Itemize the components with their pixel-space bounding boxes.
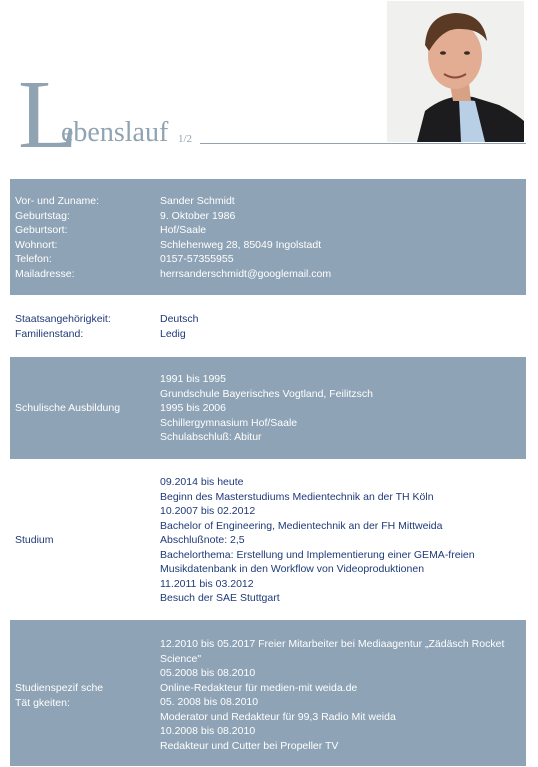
study-line: Besuch der SAE Stuttgart [160,592,280,604]
page-indicator: 1/2 [178,133,193,145]
label-nationality: Staatsangehörigkeit: [15,313,111,325]
value-email: herrsanderschmidt@googlemail.com [160,267,332,280]
school-line: Schillergymnasium Hof/Saale [160,416,298,429]
activity-line: 05. 2008 bis 08.2010 [160,696,259,708]
status-values [160,312,199,341]
activities-label-line2: Tät gkeiten: [15,696,70,709]
activity-line: 12.2010 bis 05.2017 Freier Mitarbeiter bei Mediaagentur „Zädäsch Rocket [160,638,505,650]
header-rule [200,143,526,144]
study-section [10,460,526,618]
activity-line: Science" [160,652,202,665]
school-section [10,357,526,459]
value-residence: Schlehenweg 28, 85049 Ingolstadt [160,238,322,251]
school-line: Grundschule Bayerisches Vogtland, Feilitzsch [160,387,374,400]
value-phone: 0157-57355955 [160,253,234,265]
study-label: Studium [15,534,54,546]
activities-section [10,620,526,766]
activity-line: Redakteur und Cutter bei Propeller TV [160,739,339,752]
school-line: 1995 bis 2006 [160,402,226,414]
label-residence: Wohnort: [15,238,58,251]
study-line: Beginn des Masterstudiums Medientechnik an der TH Köln [160,490,434,503]
activity-line: Moderator und Redakteur für 99,3 Radio Mit weida [160,710,396,723]
study-line: 10.2007 bis 02.2012 [160,505,256,517]
school-line: Schulabschluß: Abitur [160,431,262,443]
study-line: Abschlußnote: 2,5 [160,534,245,546]
activities-values [160,637,504,753]
activity-line: 10.2008 bis 08.2010 [160,725,256,737]
study-line: Musikdatenbank in den Workflow von Videoproduktionen [160,563,425,575]
personal-values [160,194,331,281]
header [0,0,538,175]
page-title: ebenslauf [61,117,169,148]
study-line: Bachelor of Engineering, Medientechnik an der FH Mittweida [160,519,443,532]
label-name: Vor- und Zuname: [15,195,100,207]
school-label: Schulische Ausbildung [15,402,121,414]
study-line: Bachelorthema: Erstellung und Implementierung einer GEMA-freien [160,548,475,561]
study-values [160,475,475,606]
value-nationality: Deutsch [160,313,199,325]
study-line: 09.2014 bis heute [160,476,244,488]
label-email: Mailadresse: [15,267,75,280]
school-values [160,372,373,445]
school-line: 1991 bis 1995 [160,373,226,385]
status-labels [15,312,111,341]
activities-label [15,681,103,710]
activity-line: Online-Redakteur für medien-mit weida.de [160,681,358,694]
label-phone: Telefon: [15,253,52,265]
label-birthday: Geburtstag: [15,209,70,222]
activities-label-line1: Studienspezif sche [15,682,104,694]
value-name: Sander Schmidt [160,195,235,207]
value-birthplace: Hof/Saale [160,224,207,236]
personal-labels [15,194,99,281]
title-initial: L [18,61,78,169]
activity-line: 05.2008 bis 08.2010 [160,667,256,679]
value-marital-status: Ledig [160,327,186,340]
study-line: 11.2011 bis 03.2012 [160,577,254,590]
label-marital-status: Familienstand: [15,327,84,340]
value-birthday: 9. Oktober 1986 [160,209,236,222]
label-birthplace: Geburtsort: [15,224,68,236]
status-section [10,296,526,356]
profile-photo [387,1,524,142]
personal-section [10,179,526,295]
